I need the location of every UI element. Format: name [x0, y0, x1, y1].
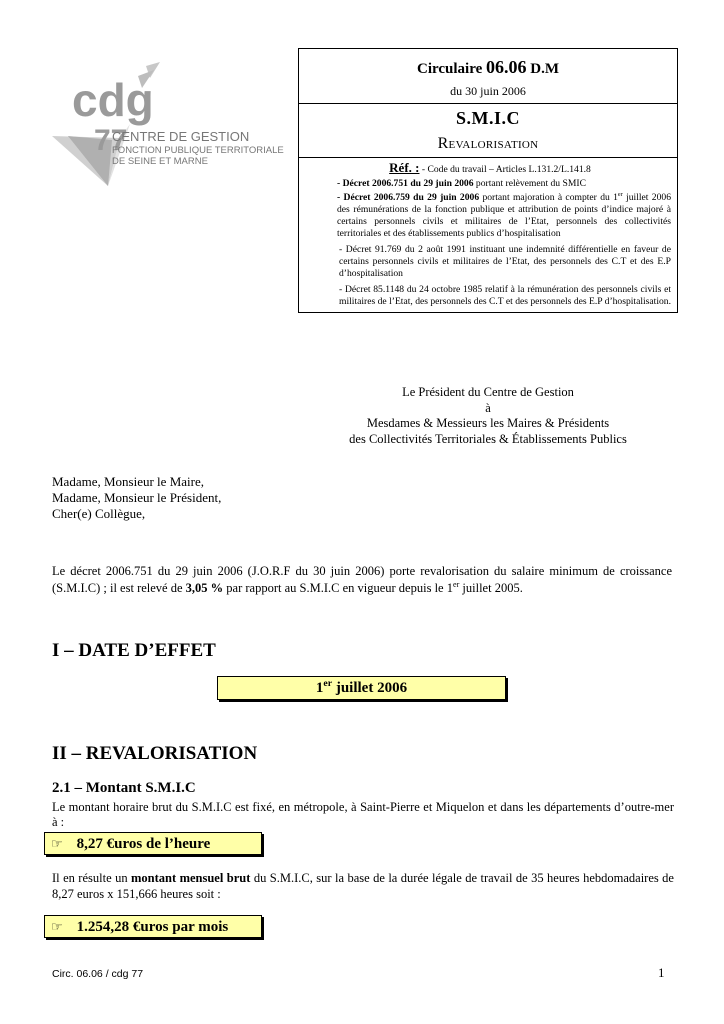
svg-text:DE SEINE ET MARNE: DE SEINE ET MARNE: [112, 156, 208, 167]
pointing-hand-icon: ☞: [51, 919, 63, 934]
monthly-rate-box: ☞ 1.254,28 €uros par mois: [44, 915, 262, 938]
subsection-title: 2.1 – Montant S.M.I.C: [52, 780, 196, 796]
circular-date: du 30 juin 2006: [450, 84, 526, 98]
logo-graphic: [50, 58, 290, 190]
salutation: Madame, Monsieur le Maire, Madame, Monsieur le Président, Cher(e) Collègue,: [52, 474, 222, 521]
hourly-rate-box: ☞ 8,27 €uros de l’heure: [44, 832, 262, 855]
circular-header-box: [298, 48, 678, 313]
circular-subtitle: Revalorisation: [437, 135, 539, 152]
svg-text:FONCTION PUBLIQUE TERRITORIALE: FONCTION PUBLIQUE TERRITORIALE: [112, 145, 284, 156]
section-title-date-effet: I – DATE D’EFFET: [52, 640, 216, 661]
hourly-rate-paragraph: Le montant horaire brut du S.M.I.C est fixé, en métropole, à Saint-Pierre et Miquelon et dans les départements d’outre-mer à :: [52, 800, 674, 829]
circular-subject-section: [299, 104, 677, 158]
effective-date-box: 1er juillet 2006: [217, 676, 506, 700]
monthly-rate-paragraph: Il en résulte un montant mensuel brut du S.M.I.C, sur la base de la durée légale de travail de 35 heures hebdomadaires de 8,27 euros x 151,666 heures soit :: [52, 871, 674, 901]
footer-reference: Circ. 06.06 / cdg 77: [52, 968, 144, 980]
reference-item: - Décret 2006.751 du 29 juin 2006 portant relèvement du SMIC: [337, 178, 586, 189]
svg-text:CENTRE DE GESTION: CENTRE DE GESTION: [112, 129, 250, 144]
svg-text:77: 77: [94, 124, 128, 157]
section-title-revalorisation: II – REVALORISATION: [52, 743, 258, 764]
circular-number: Circulaire 06.06 D.M: [416, 57, 560, 77]
references-section: [299, 158, 677, 312]
circular-id-section: [299, 49, 677, 104]
svg-text:cdg: cdg: [72, 74, 154, 126]
addressee-block: Le Président du Centre de Gestion à Mesdames & Messieurs les Maires & Présidents des Collectivités Territoriales & Établissements Publics: [349, 385, 627, 446]
references-label: Réf. :: [389, 160, 420, 175]
reference-item: - Décret 85.1148 du 24 octobre 1985 relatif à la rémunération des personnels civils et militaires de l’Etat, des personnels des C.T et des personnels des E.P d’hospitalisation.: [339, 284, 671, 307]
reference-item: - Décret 91.769 du 2 août 1991 instituant une indemnité différentielle en faveur de certains personnels civils et militaires de l’Etat, des personnels des C.T et des E.P d’hospitalisation: [339, 244, 671, 279]
pointing-hand-icon: ☞: [51, 836, 63, 851]
circular-title: S.M.I.C: [455, 108, 520, 128]
intro-paragraph: Le décret 2006.751 du 29 juin 2006 (J.O.R.F du 30 juin 2006) porte revalorisation du salaire minimum de croissance (S.M.I.C) ; il est relevé de 3,05 % par rapport au S.M.I.C en vigueur depuis le 1er juillet 2005.: [52, 564, 672, 595]
cdg77-logo: [50, 58, 290, 190]
page-number: 1: [658, 965, 665, 980]
reference-item: - Décret 2006.759 du 29 juin 2006 portant majoration à compter du 1er juillet 2006 des rémunérations de la fonction publique et attribution de points d’indice majoré à certains personnels civils et militaires de l’Etat, personnels des collectivités territoriales et des établissements publics d’hospitalisation: [337, 190, 671, 239]
reference-first: Réf. : - Code du travail – Articles L.131.2/L.141.8: [389, 160, 591, 175]
